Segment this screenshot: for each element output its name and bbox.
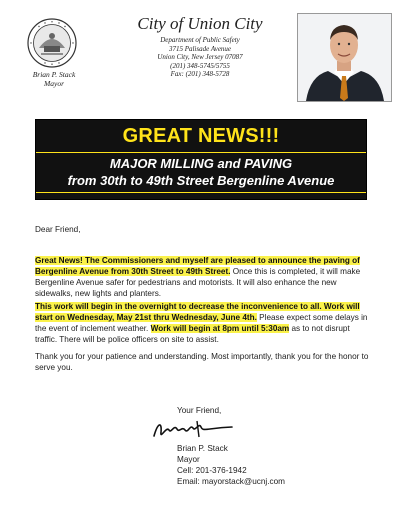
phone-number: (201) 348-5745/5755 — [170, 61, 230, 70]
banner-headline: GREAT NEWS!!! — [122, 125, 280, 147]
signer-cell: Cell: 201-376-1942 — [177, 466, 247, 475]
city-title: City of Union City — [137, 14, 263, 33]
banner-line-2: from 30th to 49th Street Bergenline Avenue — [67, 173, 335, 188]
banner-divider-bottom — [36, 192, 366, 193]
city-letterhead — [110, 14, 290, 79]
mayor-name: Brian P. Stack — [32, 70, 76, 79]
signature — [152, 418, 234, 442]
paragraph-2-text-end: as to not disrupt traffic. There will be police officers on site to assist. — [35, 324, 350, 344]
town-address: Union City, New Jersey 07087 — [157, 53, 243, 62]
paragraph-1 — [35, 255, 369, 299]
fax-number: Fax: (201) 348-5728 — [170, 70, 230, 79]
street-address: 3715 Palisade Avenue — [168, 44, 232, 53]
paragraph-2-highlight: This work will begin in the overnight to decrease the inconvenience to all. Work will start on Wednesday, May 21st thru Wednesday, June 4th. — [35, 302, 360, 322]
paragraph-1-highlight: Great News! The Commissioners and myself are pleased to announce the paving of Bergenline Avenue from 30th Street to 49th Street. — [35, 256, 360, 276]
paragraph-2-highlight-hours: Work will begin at 8pm until 5:30am — [150, 324, 290, 333]
city-seal — [27, 18, 77, 68]
signer-title: Mayor — [177, 455, 200, 464]
mayor-title: Mayor — [44, 79, 64, 88]
news-banner — [35, 119, 367, 200]
mayor-photo — [297, 13, 392, 102]
department-name: Department of Public Safety — [160, 36, 240, 44]
paragraph-1-text: Once this is completed, it will make Bergenline Avenue safer for pedestrians and motorists. It will also enhance the new sidewalks, new lights and planters. — [35, 267, 361, 298]
mayor-credit — [14, 70, 94, 88]
banner-line-1: MAJOR MILLING and PAVING — [109, 156, 293, 171]
banner-divider-top — [36, 152, 366, 153]
valediction: Your Friend, — [177, 406, 222, 415]
paragraph-2 — [35, 301, 369, 345]
signer-name: Brian P. Stack — [177, 444, 228, 453]
paragraph-3: Thank you for your patience and understanding. Most importantly, thank you for the honor to serve you. — [35, 352, 369, 372]
signer-email: Email: mayorstack@ucnj.com — [177, 477, 285, 486]
paragraph-2-text: Please expect some delays in the event of inclement weather. — [35, 313, 368, 333]
salutation: Dear Friend, — [35, 225, 81, 234]
